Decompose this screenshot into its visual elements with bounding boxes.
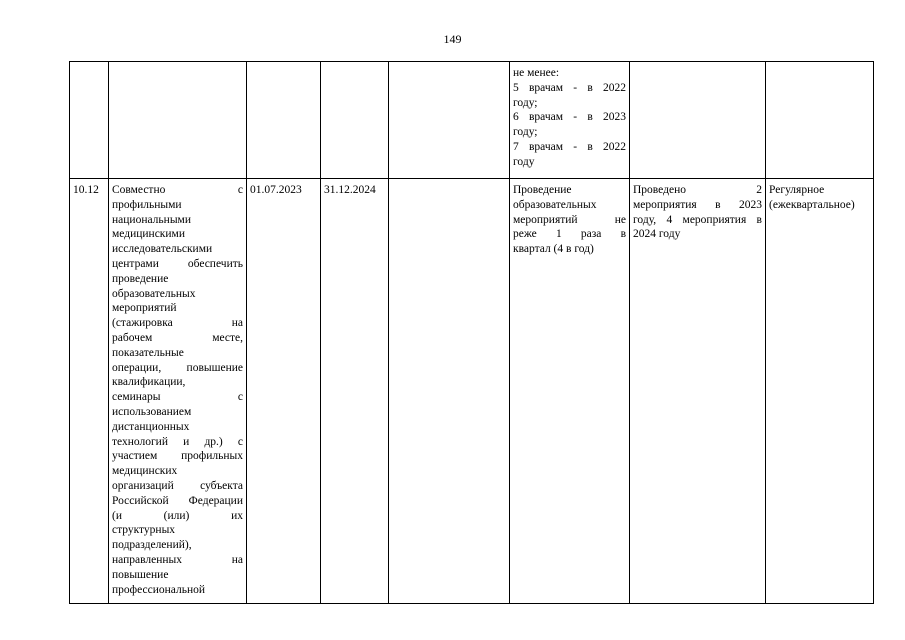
activity-line: профессиональной [112,583,206,596]
cell-responsible [389,179,510,604]
plan-table [69,61,874,604]
result-line: Проведено 2 [633,184,762,196]
indicator-line: не менее: [513,67,560,79]
cell-start-date [247,62,321,179]
cell-frequency [766,62,874,179]
activity-line: проведение [112,272,169,285]
cell-activity [109,179,247,604]
result-line: 2024 году [633,228,681,241]
result-line: году, 4 мероприятия в [633,213,762,226]
indicator-line: 6 врачам - в 2023 [513,111,626,124]
table-row-10-12 [70,179,874,604]
cell-result [630,179,766,604]
activity-line: дистанционных [112,420,190,433]
activity-line: медицинскими [112,228,185,241]
indicator-line: году; [513,96,538,109]
indicator-line: 7 врачам - в 2022 [513,140,626,153]
cell-number [70,62,109,179]
activity-line: организаций субъекта [112,479,243,492]
cell-indicator [510,62,630,179]
activity-line: исследовательскими [112,243,213,256]
activity-line: использованием [112,405,192,418]
activity-line: квалификации, [112,376,186,389]
cell-activity [109,62,247,179]
activity-line: подразделений), [112,539,192,552]
frequency-line: (ежеквартальное) [769,198,855,211]
indicator-line: году [513,155,535,168]
activity-line: направленных на [112,553,243,566]
cell-result [630,62,766,179]
activity-line: повышение [112,568,169,581]
cell-start-date: 01.07.2023 [247,179,321,604]
indicator-line: квартал (4 в год) [513,243,594,256]
activity-line: рабочем месте, [112,331,243,344]
activity-line: национальными [112,213,191,226]
activity-line: операции, повышение [112,361,243,374]
activity-line: Совместно с [112,184,243,196]
activity-line: семинары с [112,391,243,404]
activity-line: участием профильных [112,450,243,463]
activity-line: (и (или) их [112,509,243,522]
indicator-line: 5 врачам - в 2022 [513,81,626,94]
activity-line: технологий и др.) с [112,435,243,448]
activity-line: образовательных [112,287,196,300]
indicator-line: мероприятий не [513,213,626,226]
page-number: 149 [443,32,462,46]
activity-line: (стажировка на [112,317,243,330]
activity-line: мероприятий [112,302,177,315]
indicator-line: Проведение [513,184,572,196]
activity-line: профильными [112,198,182,211]
cell-number: 10.12 [70,179,109,604]
activity-line: центрами обеспечить [112,257,243,270]
indicator-line: реже 1 раза в [513,228,626,241]
activity-line: структурных [112,524,176,537]
table-row-continuation [70,62,874,179]
activity-line: медицинских [112,465,178,478]
activity-line: показательные [112,346,184,359]
indicator-line: образовательных [513,198,597,211]
frequency-line: Регулярное [769,184,825,196]
activity-line: Российской Федерации [112,494,243,507]
cell-end-date: 31.12.2024 [321,179,389,604]
cell-responsible [389,62,510,179]
result-line: мероприятия в 2023 [633,198,762,211]
indicator-line: году; [513,126,538,139]
cell-end-date [321,62,389,179]
cell-frequency [766,179,874,604]
cell-indicator [510,179,630,604]
